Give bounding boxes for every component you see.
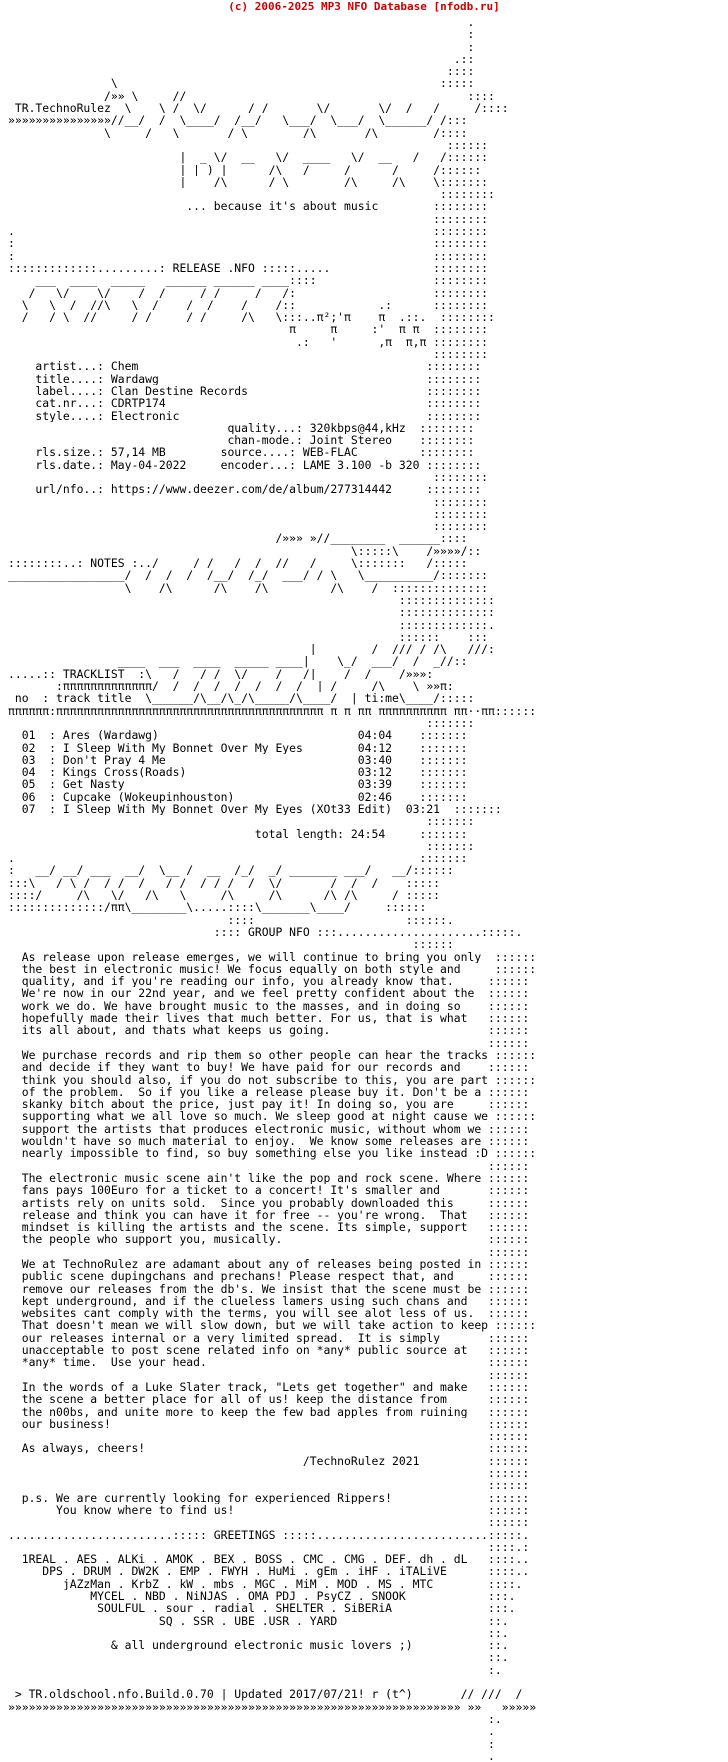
nfo-line: quality, and if you're reading our info, you already know that. ::::::: [8, 975, 530, 988]
nfo-line: .: [8, 1725, 495, 1738]
release-nfo-header: :::::::::::::.........: RELEASE .NFO :::::..... ::::::::: [8, 261, 489, 275]
nfo-line: ::.: [8, 1626, 509, 1640]
nfo-line: and decide if they want to buy! We have paid for our records and ::::::: [8, 1061, 530, 1074]
nfo-line: :::::::: [8, 839, 475, 853]
nfo-line: . ____ ___ _______ _____ ______ :::::::: [8, 852, 468, 865]
nfo-line: :::::::: [8, 815, 475, 828]
track-row: 01 : Ares (Wardawg) 04:04 :::::::: [8, 729, 468, 742]
nfo-line: fans pays 100Euro for a ticket to a concert! It's smaller and ::::::: [8, 1184, 530, 1197]
nfo-line: :: [8, 28, 475, 41]
nfo-line: supporting what we all love so much. We sleep good at night cause we ::::::: [8, 1110, 537, 1123]
nfo-line: ______ ____ ___ ____ __ \:::::\___ /»»»»/::: [8, 544, 482, 558]
nfo-line: chan-mode.: Joint Stereo ::::::::: [8, 434, 475, 447]
nfo-line: \_____/ \_______/ \________/\_______/\________/::::: [8, 126, 468, 139]
nfo-line: :::\ / \_/ _/ / / /_/ /_/ / / \/ ___ / / /__ :::::: [8, 876, 441, 890]
nfo-line: support the artists that produces electronic music, without whom we ::::::: [8, 1122, 530, 1136]
nfo-line: . ::::::::: [8, 225, 489, 238]
nfo-line: ____ ___ ____ _____ ____| \_/ ___/ / _//::: [8, 655, 468, 668]
nfo-line: public scene dupingchans and prechans! Please respect that, and ::::::: [8, 1270, 530, 1283]
nfo-line: title....: Wardawg ::::::::: [8, 372, 482, 385]
nfo-line: _________________/ / / / /__/ /_/ ___/ / \ \__________/:::::::: [8, 569, 489, 582]
nfo-line: _/ \/ \/ __/ / __/ / __/ /: ::::::::: [8, 286, 489, 299]
nfo-line: ... because it's about music ::::::::: [8, 200, 489, 213]
track-row: 02 : I Sleep With My Bonnet Over My Eyes 04:12 :::::::: [8, 741, 468, 754]
nfo-line: \ :::::: [8, 77, 475, 90]
nfo-line: ::::::::::::::: [8, 606, 495, 619]
nfo-line: |___ _/ ///_/ /\___///:: [8, 643, 495, 656]
nfo-line: *any* time. Use your head. ::::::: [8, 1356, 530, 1369]
nfo-line: :πππππππππππππ/ / / / / /__/ /__|_/_____/\____\ »»π:: [8, 680, 454, 693]
nfo-line: : ::::::::: [8, 249, 489, 262]
nfo-line: TR.TechnoRulez \ \_/ \/ __ /_/ __ \/ __ \/ /___/__ /::::: [8, 102, 509, 115]
nfo-line: .: ' ,π π,π ::::::::: [8, 335, 489, 349]
nfo-line: ::::: [8, 65, 475, 78]
nfo-line: ::::::: [8, 938, 454, 951]
nfo-line: _/»» \_ _// ______ _______ _______ ___ _____ ::::: [8, 89, 495, 103]
nfo-line: wouldn't have so much material to enjoy. We know some releases are ::::::: [8, 1135, 530, 1148]
nfo-line: release and think you can have it for free -- you're wrong. That ::::::: [8, 1208, 530, 1222]
nfo-line: SOULFUL . sour . radial . SHELTER . SiBERiA :::.: [8, 1602, 516, 1615]
nfo-line: its all about, and thats what keeps us going. ::::::: [8, 1024, 530, 1037]
nfo-line: our business! ::::::: [8, 1417, 530, 1431]
track-row: 03 : Don't Pray 4 Me 03:40 :::::::: [8, 753, 468, 767]
nfo-line: ::::::____:::: [8, 630, 489, 644]
nfo-line: _______________________________________________________________ __ ___ _____: [8, 1676, 550, 1689]
nfo-line: ::::::::::::::/ππ\________\.....::::\_______\____/ ::::::: [8, 901, 427, 914]
nfo-line: the best in electronic music! We focus equally on both style and ::::::: [8, 962, 537, 976]
nfo-line: :: [8, 40, 475, 53]
group-nfo-header: :::: GROUP NFO :::.....................:::::.: [8, 925, 523, 939]
track-row: 07 : I Sleep With My Bonnet Over My Eyes (XOt33 Edit) 03:21 :::::::: [8, 803, 502, 816]
nfo-line: style....: Electronic ::::::::: [8, 409, 482, 422]
nfo-line: :.: [8, 1712, 502, 1726]
tracklist-header: .....:: TRACKLIST :\ / _/_/ \/ __/ _/| __/ / __/»»»:: [8, 667, 434, 681]
nfo-line: ::::::::: [8, 212, 489, 226]
track-row: 06 : Cupcake (Wokeupinhouston) 02:46 :::::::: [8, 790, 468, 803]
nfo-line: remove our releases from the db's. We insist that the scene must be ::::::: [8, 1282, 530, 1295]
nfo-line: /»»» »//________ ______::::: [8, 532, 468, 545]
nfo-line: :::::::::::::.: [8, 618, 495, 631]
nfo-line: .: [8, 16, 475, 29]
nfo-line: :: [8, 1737, 495, 1750]
site-banner[interactable]: (c) 2006-2025 MP3 NFO Database [nfodb.ru]: [228, 0, 500, 13]
nfo-line: \____/\______/\____/\_________/\____/ ::::::::::::::: [8, 581, 489, 594]
nfo-line: ::::.:: [8, 1540, 530, 1554]
nfo-line: We're now in our 22nd year, and we feel pretty confident about the ::::::: [8, 987, 530, 1000]
nfo-line: : __/ __/ ___ __/ \__ / __ /_/ _/ _______ ___/ __/::::::: [8, 864, 454, 877]
nfo-line: ::::::::: [8, 495, 489, 508]
album-url-line[interactable]: url/nfo..: https://www.deezer.com/de/album/277314442 ::::::::: [8, 483, 482, 496]
nfo-line: /TechnoRulez 2021 ::::::: [8, 1454, 530, 1468]
nfo-line: As always, cheers! ::::::: [8, 1442, 530, 1455]
nfo-line: jAZzMan . KrbZ . kW . mbs . MGC . MiM . MOD . MS . MTC ::::.: [8, 1577, 523, 1590]
nfo-line: 1REAL . AES . ALKi . AMOK . BEX . BOSS . CMC . CMG . DEF. dh . dL ::::..: [8, 1553, 530, 1566]
nfo-line: of the problem. So if you like a release please buy it. Don't be a ::::::: [8, 1085, 530, 1099]
nfo-line: ::::::: [8, 1245, 530, 1258]
nfo-line: : ::::::::: [8, 237, 489, 250]
nfo-line: websites cant comply with the terms, you will see alot less of us. ::::::: [8, 1307, 530, 1320]
nfo-line: | |_) | ____/\___/ ___/ ____/ __/::::::: [8, 163, 482, 176]
nfo-line: rls.size.: 57,14 MB source....: WEB-FLAC ::::::::: [8, 446, 475, 459]
nfo-line: ::::::::: [8, 188, 495, 201]
nfo-line: ____ _______ _________ _______ ____::::::: [8, 138, 489, 152]
notes-header: ::::::::..: NOTES :../ __/ / / / // _/ __ \:::::::___/:::::: [8, 557, 468, 570]
nfo-line: »»»»»»»»»»»»»»»»»»»»»»»»»»»»»»»»»»»»»»»»»»»»»»»»»»»»»»»»»»»»»»»»»» »» »»»»»: [8, 1700, 537, 1713]
nfo-line: We at TechnoRulez are adamant about any of releases being posted in ::::::: [8, 1257, 530, 1271]
nfo-line: quality...: 320kbps@44,kHz ::::::::: [8, 421, 475, 435]
nfo-line: ::::::: [8, 1036, 530, 1049]
nfo-line: ::::::::: [8, 507, 489, 521]
nfo-line: p.s. We are currently looking for experienced Rippers! ::::::: [8, 1491, 530, 1504]
track-row: 05 : Get Nasty 03:39 :::::::: [8, 778, 468, 791]
nfo-line: π π :' π π ::::::::: [8, 323, 489, 336]
nfo-line: ππππππ:πππππππππππππππππππππππππππππππππππππππ π π ππ ππππππππππ ππ··ππ::::::: [8, 704, 537, 717]
nfo-line: :::::::: [8, 716, 475, 730]
nfo-line: think you should also, if you do not subscribe to this, you are part ::::::: [8, 1073, 537, 1086]
nfo-line: /___/ \__//_____/ /_____/ /_____/\___\:::..π²;'π π .::. ::::::::: [8, 311, 495, 324]
nfo-line: > TR.oldschool.nfo.Build.0.70 | Updated 2017/07/21! r (t^) // /// /: [8, 1688, 523, 1701]
nfo-line: ::::::::::::::: [8, 593, 495, 607]
nfo-document: [8, 16, 724, 1762]
nfo-line: ___ ____ _____ ______ ______ ____:::: ::::::::: [8, 274, 489, 287]
nfo-line: ::::::: [8, 1159, 530, 1172]
greetings-header: ........................::::: GREETINGS :::::.........................:::::.: [8, 1528, 530, 1541]
nfo-line: unacceptable to post scene related info on *any* public source at ::::::: [8, 1344, 530, 1357]
nfo-line: ::::/_____/\___\/___/\___\_____/\_____/\______/\_/\_____/ :::::: [8, 889, 441, 902]
nfo-line: The electronic music scene ain't like the pop and rock scene. Where ::::::: [8, 1171, 530, 1185]
nfo-line: .: [8, 1749, 495, 1762]
track-row: 04 : Kings Cross(Roads) 03:12 :::::::: [8, 766, 468, 779]
nfo-line: rls.date.: May-04-2022 encoder...: LAME 3.100 -b 320 ::::::::: [8, 458, 482, 471]
nfo-line: | _ \/ __ \/ ____ \/ __ / /::::::: [8, 151, 489, 164]
nfo-line: skanky bitch about the price, just pay it! In doing so, you are ::::::: [8, 1098, 530, 1111]
nfo-line: ::::::::: [8, 470, 489, 484]
nfo-line: :::: ::::::.: [8, 913, 454, 926]
nfo-line: »»»»»»»»»»»»»»»//__/ / \____/ /__/ \___/ \___/ \______/ /:::: [8, 114, 468, 127]
nfo-line: no : track title \______/\__/\_/\_____/\____/ | ti:me\____/:::::: [8, 692, 475, 705]
nfo-line: We purchase records and rip them so other people can hear the tracks ::::::: [8, 1048, 537, 1062]
nfo-line: our releases internal or a very limited spread. It is simply ::::::: [8, 1331, 530, 1345]
nfo-line: artists rely on units sold. Since you probably downloaded this ::::::: [8, 1196, 530, 1209]
nfo-line: & all underground electronic music lovers ;) ::.: [8, 1639, 509, 1652]
nfo-line: cat.nr...: CDRTP174 ::::::::: [8, 397, 482, 410]
nfo-line: SQ . SSR . UBE .USR . YARD ::.: [8, 1614, 509, 1627]
nfo-line: the scene a better place for all of us! keep the distance from ::::::: [8, 1393, 530, 1406]
nfo-line: ::::::: [8, 1430, 530, 1443]
nfo-line: nearly impossible to find, so buy something else you like instead :D ::::::: [8, 1147, 537, 1160]
nfo-line: ::::::: [8, 1368, 530, 1381]
nfo-line: In the words of a Luke Slater track, "Lets get together" and make ::::::: [8, 1380, 530, 1394]
nfo-line: kept underground, and if the clueless lamers using such chans and ::::::: [8, 1294, 530, 1308]
nfo-line: DPS . DRUM . DW2K . EMP . FWYH . HuMi . gEm . iHF . iTALiVE ::::..: [8, 1565, 530, 1578]
nfo-line: MYCEL . NBD . NiNJAS . OMA PDJ . PsyCZ . SNOOK :::.: [8, 1590, 516, 1603]
nfo-line: ::.: [8, 1651, 509, 1664]
nfo-line: the people who support you, musically. ::::::: [8, 1233, 530, 1246]
total-length-line: total length: 24:54 :::::::: [8, 827, 468, 840]
nfo-line: ::::::: [8, 1467, 530, 1480]
nfo-line: \ \ / //\__ \ / __/ / __/ _/:: .: ::::::::: [8, 298, 489, 312]
nfo-line: ::::::: [8, 1479, 530, 1492]
nfo-line: .::: [8, 52, 475, 66]
nfo-line: mindset is killing the artists and the scene. Its simple, support ::::::: [8, 1221, 530, 1234]
nfo-line: As release upon release emerges, we will continue to bring you only ::::::: [8, 950, 537, 963]
nfo-line: hopefully made their lives that much better. For us, that is what ::::::: [8, 1012, 530, 1025]
nfo-line: ::::::::: [8, 520, 489, 533]
nfo-line: :.: [8, 1663, 502, 1677]
nfo-line: That doesn't mean we will slow down, but we will take action to keep ::::::: [8, 1319, 537, 1332]
nfo-line: ::::::: [8, 1516, 530, 1529]
nfo-line: artist...: Chem ::::::::: [8, 360, 482, 373]
nfo-line: ::::::::: [8, 348, 489, 361]
nfo-line: label....: Clan Destine Records ::::::::: [8, 384, 482, 398]
nfo-line: work we do. We have brought music to the masses, and in doing so ::::::: [8, 999, 530, 1013]
nfo-line: the n00bs, and unite more to keep the few bad apples from ruining ::::::: [8, 1405, 530, 1418]
nfo-line: |____/\______/ \________/\_____/\____\:::::::: [8, 175, 489, 189]
nfo-line: You know where to find us! ::::::: [8, 1503, 530, 1517]
